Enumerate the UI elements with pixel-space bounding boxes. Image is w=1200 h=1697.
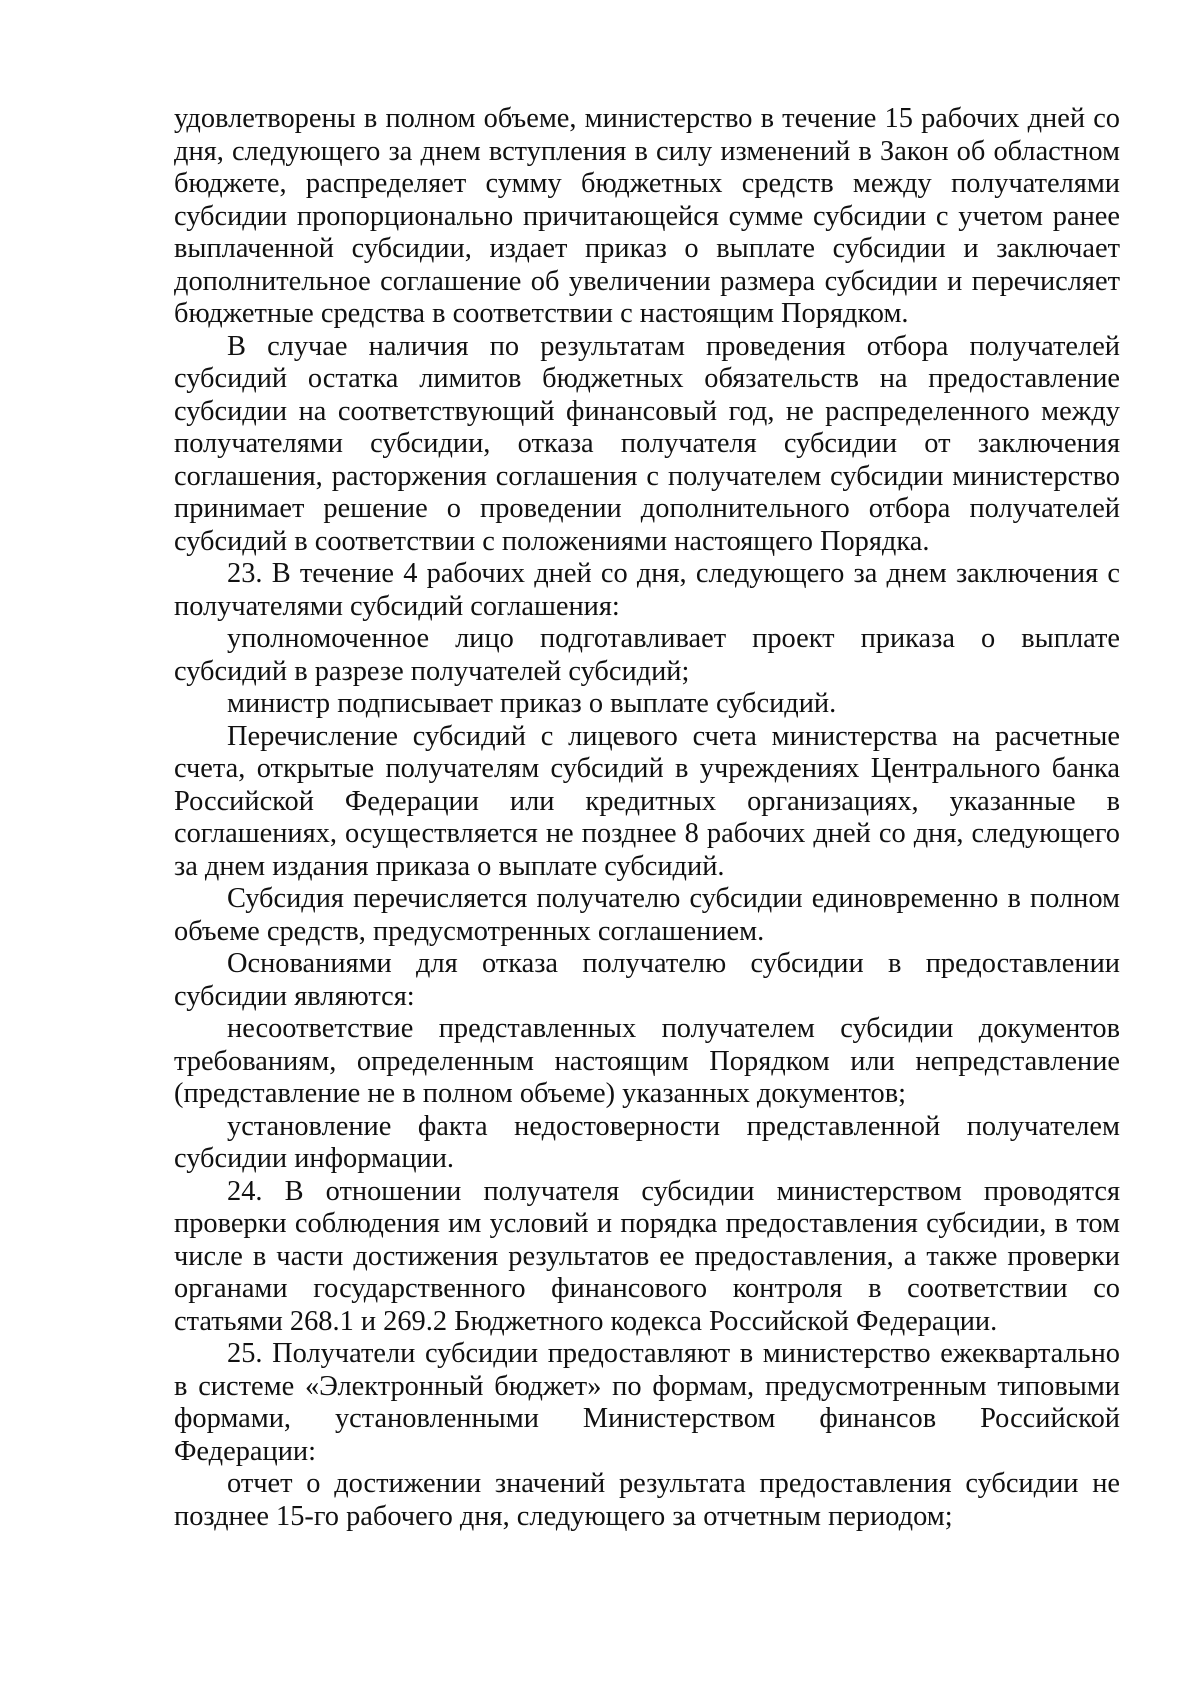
paragraph-results-report: отчет о достижении значений результата предоставления субсидии не позднее 15-го рабочего дня, следующего за отчетным периодом; <box>174 1468 1120 1532</box>
paragraph-clause-23: 23. В течение 4 рабочих дней со дня, следующего за днем заключения с получателями субсидий соглашения: <box>174 558 1120 622</box>
paragraph-continuation: удовлетворены в полном объеме, министерство в течение 15 рабочих дней со дня, следующего за днем вступления в силу изменений в Закон об областном бюджете, распределяет сумму бюджетных средств между получателями субсидии пропорционально причитающейся сумме субсидии с учетом ранее выплаченной субсидии, издает приказ о выплате субсидии и заключает дополнительное соглашение об увеличении размера субсидии и перечисляет бюджетные средства в соответствии с настоящим Порядком. <box>174 103 1120 329</box>
paragraph-transfer-of-subsidies: Перечисление субсидий с лицевого счета министерства на расчетные счета, открытые получателям субсидий в учреждениях Центрального банка Российской Федерации или кредитных организациях, указанные в соглашениях, осуществляется не позднее 8 рабочих дней со дня, следующего за днем издания приказа о выплате субсидий. <box>174 720 1120 882</box>
paragraph-document-mismatch: несоответствие представленных получателем субсидии документов требованиям, определенным настоящим Порядком или непредставление (представление не в полном объеме) указанных документов; <box>174 1013 1120 1109</box>
paragraph-false-information: установление факта недостоверности представленной получателем субсидии информации. <box>174 1110 1120 1174</box>
paragraph-clause-24: 24. В отношении получателя субсидии министерством проводятся проверки соблюдения им условий и порядка предоставления субсидии, в том числе в части достижения результатов ее предоставления, а также проверки органами государственного финансового контроля в соответствии со статьями 268.1 и 269.2 Бюджетного кодекса Российской Федерации. <box>174 1175 1120 1337</box>
paragraph-additional-selection: В случае наличия по результатам проведения отбора получателей субсидий остатка лимитов бюджетных обязательств на предоставление субсидии на соответствующий финансовый год, не распределенного между получателями субсидии, отказа получателя субсидии от заключения соглашения, расторжения соглашения с получателем субсидии министерство принимает решение о проведении дополнительного отбора получателей субсидий в соответствии с положениями настоящего Порядка. <box>174 330 1120 557</box>
paragraph-authorized-person: уполномоченное лицо подготавливает проект приказа о выплате субсидий в разрезе получателей субсидий; <box>174 623 1120 687</box>
paragraph-clause-25: 25. Получатели субсидии предоставляют в министерство ежеквартально в системе «Электронный бюджет» по формам, предусмотренным типовыми формами, установленными Министерством финансов Российской Федерации: <box>174 1338 1120 1467</box>
paragraph-minister-signs: министр подписывает приказ о выплате субсидий. <box>227 688 837 719</box>
paragraph-lump-sum-transfer: Субсидия перечисляется получателю субсидии единовременно в полном объеме средств, предусмотренных соглашением. <box>174 883 1120 947</box>
paragraph-grounds-for-refusal: Основаниями для отказа получателю субсидии в предоставлении субсидии являются: <box>174 948 1120 1012</box>
document-body <box>174 103 1120 1533</box>
